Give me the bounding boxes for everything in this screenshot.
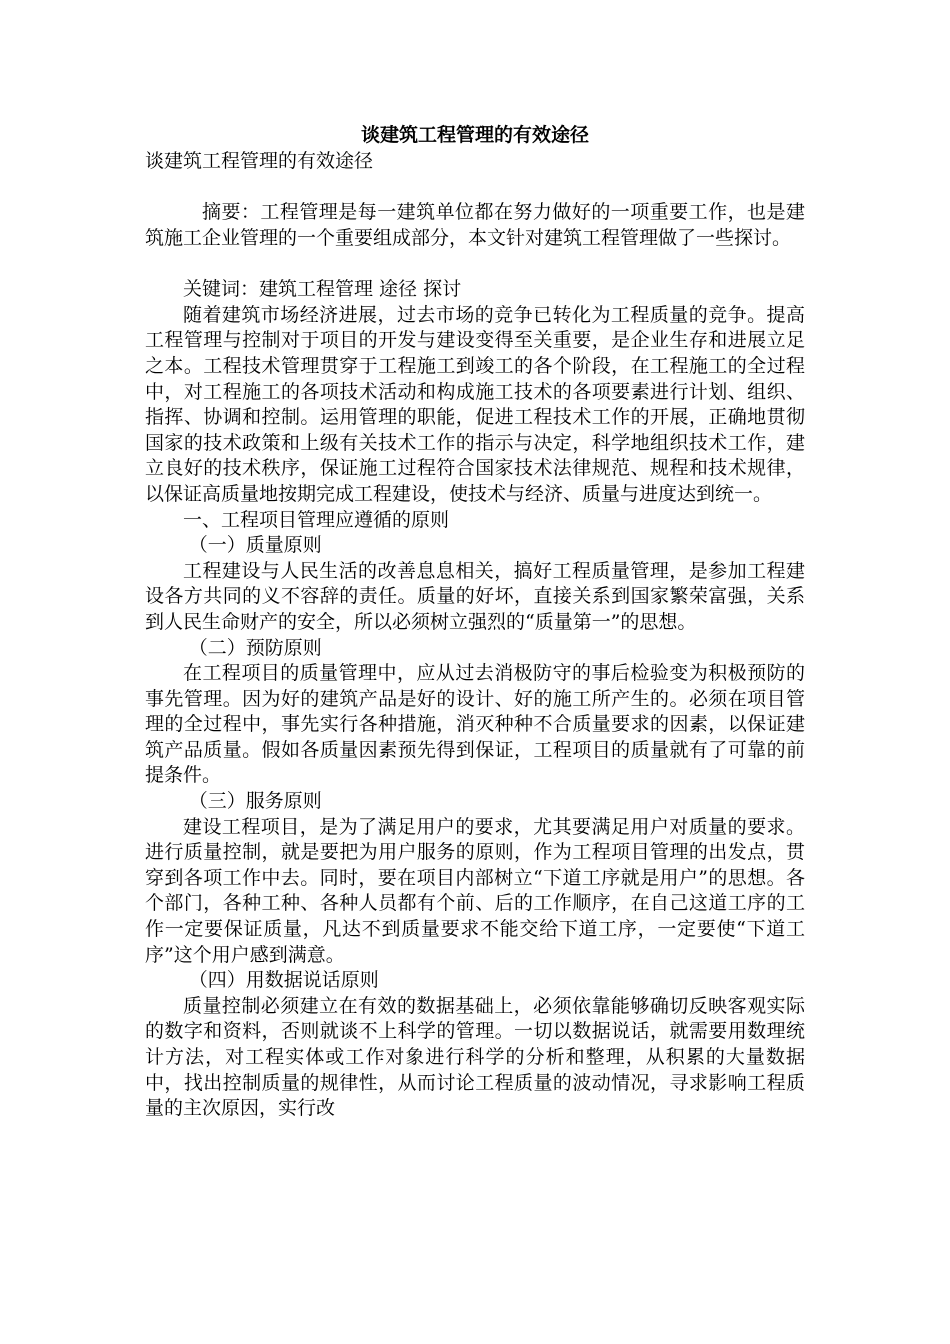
subheading-data: （四）用数据说话原则: [188, 969, 379, 992]
document-subtitle: 谈建筑工程管理的有效途径: [145, 150, 374, 172]
paragraph-prevention: 在工程项目的质量管理中，应从过去消极防守的事后检验变为积极预防的事先管理。因为好的建筑产品是好的设计、好的施工所产生的。必须在项目管理的全过程中，事先实行各种措施，消灭种种不合质量要求的因素，以保证建筑产品质量。假如各质量因素预先得到保证，工程项目的质量就有了可靠的前提条件。: [145, 662, 805, 787]
paragraph-quality: 工程建设与人民生活的改善息息相关，搞好工程质量管理，是参加工程建设各方共同的义不容辞的责任。质量的好坏，直接关系到国家繁荣富强，关系到人民生命财产的安全，所以必须树立强烈的“质量第一”的思想。: [145, 559, 805, 633]
intro-paragraph: 随着建筑市场经济进展，过去市场的竞争已转化为工程质量的竞争。提高工程管理与控制对于项目的开发与建设变得至关重要，是企业生存和进展立足之本。工程技术管理贯穿于工程施工到竣工的各个阶段，在工程施工的全过程中，对工程施工的各项技术活动和构成施工技术的各项要素进行计划、组织、指挥、协调和控制。运用管理的职能，促进工程技术工作的开展，正确地贯彻国家的技术政策和上级有关技术工作的指示与决定，科学地组织技术工作，建立良好的技术秩序，保证施工过程符合国家技术法律规范、规程和技术规律，以保证高质量地按期完成工程建设，使技术与经济、质量与进度达到统一。: [145, 303, 805, 505]
keywords-line: 关键词：建筑工程管理 途径 探讨: [183, 278, 462, 301]
document-title: 谈建筑工程管理的有效途径: [360, 124, 589, 146]
paragraph-data: 质量控制必须建立在有效的数据基础上，必须依靠能够确切反映客观实际的数字和资料，否则就谈不上科学的管理。一切以数据说话，就需要用数理统计方法，对工程实体或工作对象进行科学的分析和整理，从积累的大量数据中，找出控制质量的规律性，从而讨论工程质量的波动情况，寻求影响工程质量的主次原因，实行改: [145, 994, 805, 1120]
subheading-service: （三）服务原则: [188, 790, 322, 813]
subheading-quality: （一）质量原则: [188, 534, 322, 557]
section-heading-principles: 一、工程项目管理应遵循的原则: [183, 508, 450, 531]
subheading-prevention: （二）预防原则: [188, 636, 322, 659]
paragraph-service: 建设工程项目，是为了满足用户的要求，尤其要满足用户对质量的要求。进行质量控制，就是要把为用户服务的原则，作为工程项目管理的出发点，贯穿到各项工作中去。同时，要在项目内部树立“下道工序就是用户”的思想。各个部门，各种工种、各种人员都有个前、后的工作顺序，在自己这道工序的工作一定要保证质量，凡达不到质量要求不能交给下道工序，一定要使“下道工序”这个用户感到满意。: [145, 815, 805, 966]
abstract-paragraph: 摘要：工程管理是每一建筑单位都在努力做好的一项重要工作，也是建筑施工企业管理的一个重要组成部分，本文针对建筑工程管理做了一些探讨。: [145, 201, 805, 249]
document-body: [145, 122, 805, 1122]
